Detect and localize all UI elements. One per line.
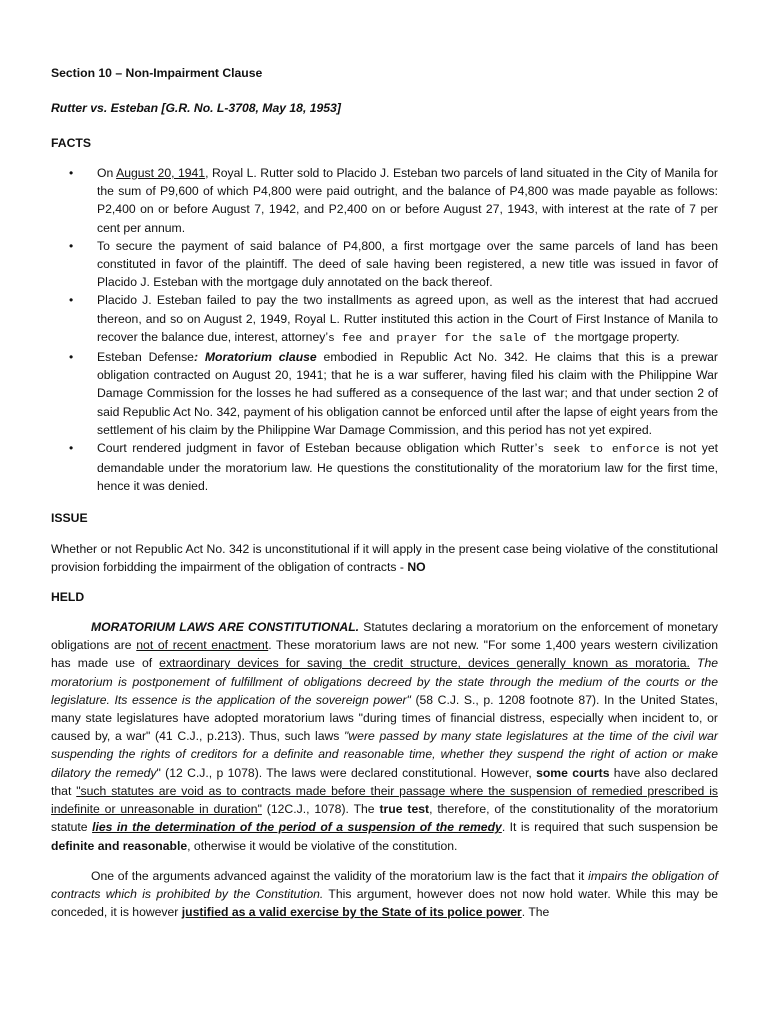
section-title: Section 10 – Non-Impairment Clause	[51, 66, 263, 80]
fact-item-1: • On August 20, 1941, Royal L. Rutter sold to Placido J. Esteban two parcels of land situated in the City of Manila for the sum of P9,600 of which P4,800 were paid outright, and the balance of P4,800 was made payable as follows: P2,400 on or before August 7, 1942, and P2,400 on or before August 27, 1943, with interest at the rate of 7 per cent per annum.	[97, 164, 718, 237]
fact-item-2: • To secure the payment of said balance of P4,800, a first mortgage over the same parcels of land has been constituted in favor of the plaintiff. The deed of sale having been registered, a new title was issued in favor of Placido J. Esteban with the mortgage duly annotated on the back thereof.	[97, 237, 718, 292]
held-heading: HELD	[51, 590, 85, 605]
held-lead: MORATORIUM LAWS ARE CONSTITUTIONAL.	[91, 620, 360, 635]
facts-list	[51, 164, 718, 496]
fact-item-4: • Esteban Defense: Moratorium clause embodied in Republic Act No. 342. He claims that this is a prewar obligation contracted on August 20, 1941; that he is a war sufferer, having filed his claim with the Philippine War Damage Commission for the losses he had suffered as a consequence of the last war; and that under section 2 of said Republic Act No. 342, payment of his obligation cannot be enforced until after the lapse of eight years from the settlement of his claim by the Philippine War Damage Commission, and this period has not yet expired.	[97, 348, 718, 439]
sale-date: August 20, 1941	[116, 166, 206, 180]
moratorium-clause: : Moratorium clause	[193, 350, 317, 365]
issue-answer: NO	[407, 559, 426, 574]
case-title: Rutter vs. Esteban [G.R. No. L-3708, May 18, 1953]	[51, 101, 341, 115]
facts-heading: FACTS	[51, 136, 91, 150]
held-paragraph-2: One of the arguments advanced against the validity of the moratorium law is the fact that it impairs the obligation of contracts which is prohibited by the Constitution. This argument, however does not now hold water. While this may be conceded, it is however justified as a valid exercise by the State of its police power. The	[51, 868, 718, 920]
issue-heading: ISSUE	[51, 510, 88, 525]
fact-item-3: • Placido J. Esteban failed to pay the two installments as agreed upon, as well as the interest that had accrued thereon, and so on August 2, 1949, Royal L. Rutter instituted this action in the Court of First Instance of Manila to recover the balance due, interest, attorney’s fee and prayer for the sale of the mortgage property.	[97, 291, 718, 348]
held-paragraph-1: MORATORIUM LAWS ARE CONSTITUTIONAL. Statutes declaring a moratorium on the enforcement of monetary obligations are not of recent enactment. These moratorium laws are not new. "For some 1,400 years western civilization has made use of extraordinary devices for saving the credit structure, devices generally known as moratoria. The moratorium is postponement of fulfillment of obligations decreed by the state through the medium of the courts or the legislature. Its essence is the application of the sovereign power" (58 C.J. S., p. 1208 footnote 87). In the United States, many state legislatures have adopted moratorium laws "during times of financial distress, especially when incident to, or caused by, a war" (41 C.J., p.213). Thus, such laws "were passed by many state legislatures at the time of the civil war suspending the rights of creditors for a definite and reasonable time, whether they suspend the right of action or make dilatory the remedy" (12 C.J., p 1078). The laws were declared constitutional. However, some courts have also declared that "such statutes are void as to contracts made before their passage where the suspension of remedied prescribed is indefinite or unreasonable in duration" (12C.J., 1078). The true test, therefore, of the constitutionality of the moratorium statute lies in the determination of the period of a suspension of the remedy. It is required that such suspension be definite and reasonable, otherwise it would be violative of the constitution.	[51, 620, 719, 853]
issue-text: Whether or not Republic Act No. 342 is unconstitutional if it will apply in the present case being violative of the constitutional provision forbidding the impairment of the obligation of contracts - NO	[51, 541, 718, 574]
fact-item-5: • Court rendered judgment in favor of Esteban because obligation which Rutter’s seek to enforce is not yet demandable under the moratorium law. He questions the constitutionality of the moratorium law for the first time, hence it was denied.	[97, 439, 718, 496]
